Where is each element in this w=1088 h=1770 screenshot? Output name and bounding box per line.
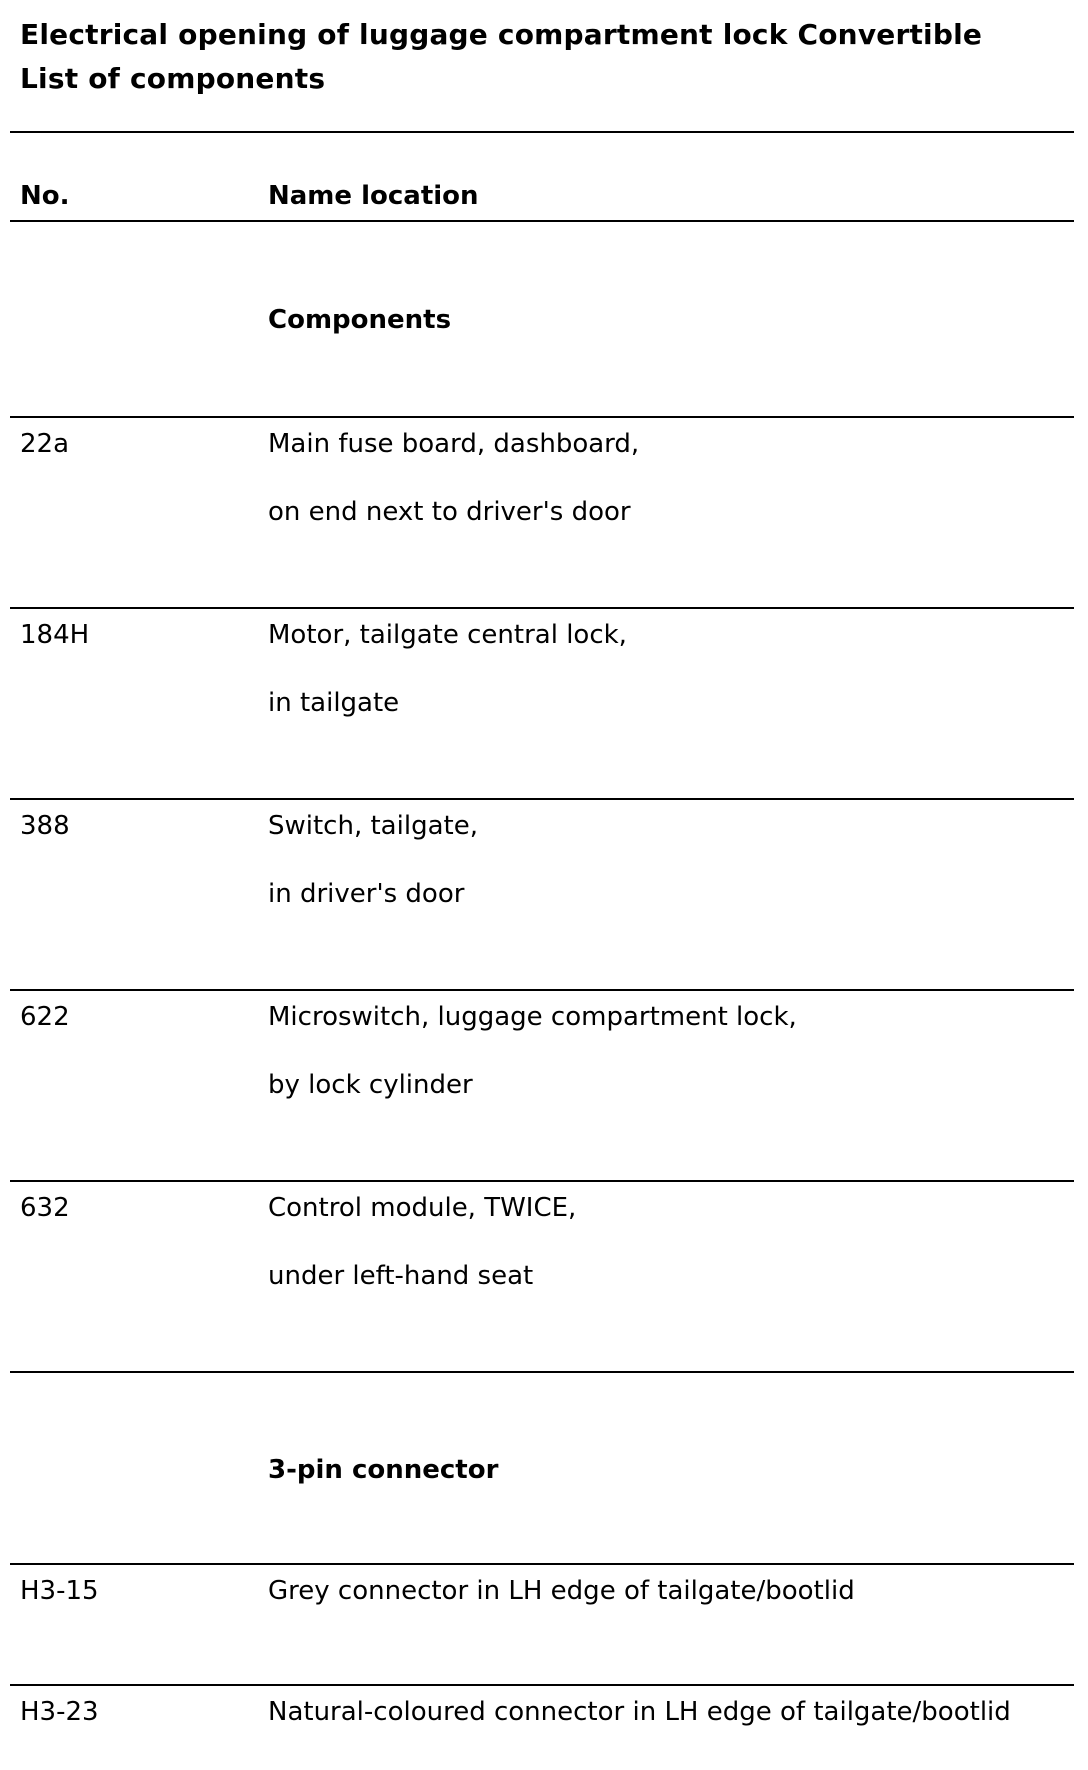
- row-number: 388: [20, 811, 70, 841]
- row-number: H3-15: [20, 1576, 99, 1606]
- document-subtitle: List of components: [20, 62, 326, 95]
- row-number: 22a: [20, 429, 70, 459]
- column-header-no: No.: [20, 181, 70, 211]
- document-title: Electrical opening of luggage compartment lock Convertible: [20, 18, 983, 51]
- row-name: Control module, TWICE,: [268, 1193, 577, 1223]
- row-name: Grey connector in LH edge of tailgate/bootlid: [268, 1576, 855, 1606]
- row-location: on end next to driver's door: [268, 497, 631, 527]
- row-divider: [10, 1684, 1074, 1686]
- header-divider: [10, 220, 1074, 222]
- row-divider: [10, 798, 1074, 800]
- row-location: under left-hand seat: [268, 1261, 534, 1291]
- row-divider: [10, 416, 1074, 418]
- row-number: 622: [20, 1002, 70, 1032]
- row-number: 632: [20, 1193, 70, 1223]
- row-name: Motor, tailgate central lock,: [268, 620, 627, 650]
- row-name: Natural-coloured connector in LH edge of tailgate/bootlid: [268, 1697, 1011, 1727]
- section-heading-3-pin-connector: 3-pin connector: [268, 1455, 499, 1485]
- row-name: Microswitch, luggage compartment lock,: [268, 1002, 797, 1032]
- row-name: Switch, tailgate,: [268, 811, 478, 841]
- column-header-name-location: Name location: [268, 181, 479, 211]
- row-number: H3-23: [20, 1697, 99, 1727]
- row-divider: [10, 1563, 1074, 1565]
- row-divider: [10, 1180, 1074, 1182]
- row-location: in tailgate: [268, 688, 400, 718]
- row-number: 184H: [20, 620, 90, 650]
- section-heading-components: Components: [268, 305, 452, 335]
- row-location: by lock cylinder: [268, 1070, 473, 1100]
- row-location: in driver's door: [268, 879, 465, 909]
- row-divider: [10, 1371, 1074, 1373]
- row-name: Main fuse board, dashboard,: [268, 429, 640, 459]
- row-divider: [10, 607, 1074, 609]
- title-divider: [10, 131, 1074, 133]
- row-divider: [10, 989, 1074, 991]
